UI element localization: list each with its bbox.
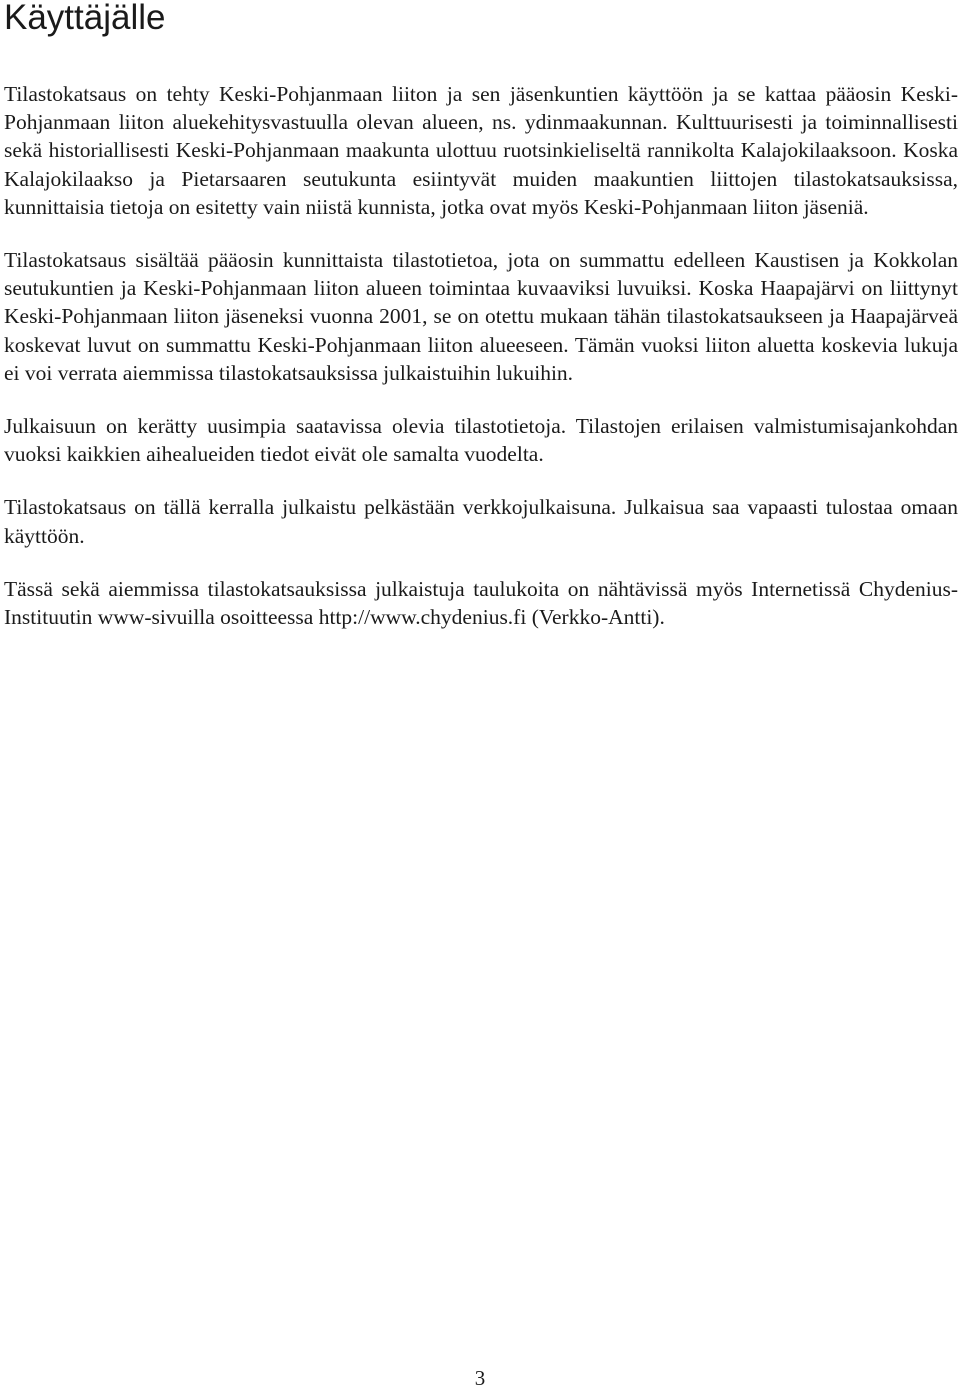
- paragraph-internet: Tässä sekä aiemmissa tilastokatsauksissa julkaistuja taulukoita on nähtävissä myös Internetissä Chydenius-Instituutin www-sivuilla osoitteessa http://www.chydenius.fi (Verkko-Antti).: [4, 576, 958, 630]
- page-number: 3: [474, 1366, 486, 1390]
- body-text: [4, 80, 958, 656]
- paragraph-intro: Tilastokatsaus on tehty Keski-Pohjanmaan liiton ja sen jäsenkuntien käyttöön ja se kattaa pääosin Keski-Pohjanmaan liiton aluekehitysvastuulla olevan alueen, ns. ydinmaakunnan. Kulttuurisesti ja toiminnallisesti sekä historiallisesti Keski-Pohjanmaan maakunta ulottuu ruotsinkieliseltä rannikolta Kalajokilaaksoon. Koska Kalajokilaakso ja Pietarsaaren seutukunta esiintyvät muiden maakuntien liittojen tilastokatsauksissa, kunnittaisia tietoja on esitetty vain niistä kunnista, jotka ovat myös Keski-Pohjanmaan liiton jäseniä.: [4, 82, 958, 219]
- paragraph-data-sources: Julkaisuun on kerätty uusimpia saatavissa olevia tilastotietoja. Tilastojen erilaisen valmistumisajankohdan vuoksi kaikkien aihealueiden tiedot eivät ole samalta vuodelta.: [4, 414, 958, 467]
- paragraph-content: Tilastokatsaus sisältää pääosin kunnittaista tilastotietoa, jota on summattu edelleen Kaustisen ja Kokkolan seutukuntien ja Keski-Pohjanmaan liiton alueen toimintaa kuvaaviksi luvuiksi. Koska Haapajärvi on liittynyt Keski-Pohjanmaan liiton jäseneksi vuonna 2001, se on otettu mukaan tähän tilastokatsaukseen ja Haapajärveä koskevat luvut on summattu Keski-Pohjanmaan liiton alueeseen. Tämän vuoksi liiton aluetta koskevia lukuja ei voi verrata aiemmissa tilastokatsauksissa julkaistuihin lukuihin.: [4, 248, 958, 385]
- paragraph-publication: Tilastokatsaus on tällä kerralla julkaistu pelkästään verkkojulkaisuna. Julkaisua saa vapaasti tulostaa omaan käyttöön.: [4, 495, 958, 548]
- page-title: Käyttäjälle: [4, 0, 166, 37]
